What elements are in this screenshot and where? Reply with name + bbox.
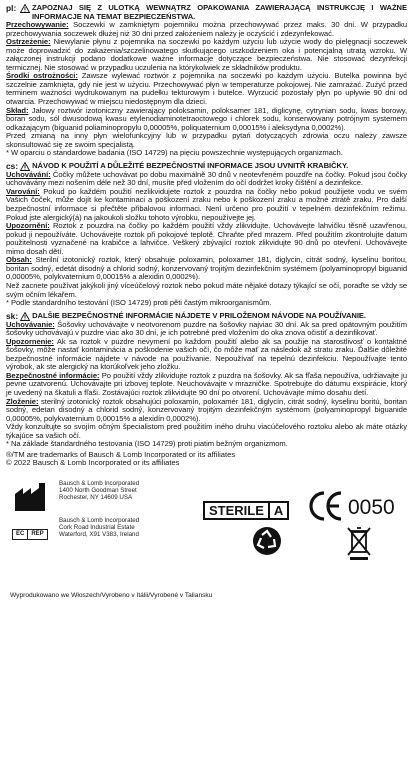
manufacturer-address bbox=[59, 480, 139, 502]
sterile-method: A bbox=[268, 503, 287, 518]
heading-caution-pl: Ostrzeżenie: bbox=[6, 37, 51, 47]
intro-sk: DALŠIE BEZPEČNOSTNÉ INFORMÁCIE NÁJDETE V PRILOŽENOM NÁVODE NA POUŽÍVANIE. bbox=[32, 310, 366, 320]
caution-text-pl: Niewylanie płynu z pojemnika na soczewki po każdym użyciu lub użycie wody do pielęgnacji soczewek może doprowadzić do zakażenia/szczelinowatego skutkującego uszkodzeniem oka i potencjalną utratą wzroku. W załączonej instrukcji podano dodatkowe ważne informacje dotyczące bezpieczeństwa. Nie stosować dezynfekcji termicznej. Nie stosować w przypadku uczulenia na którykolwiek ze składników produktu. bbox=[6, 37, 408, 72]
precautions-text-cs: Roztok z pouzdra na čočky po každém použití vždy zlikvidujte. Uchovávejte lahvičku těsně uzavřenou, pokud ji nepoužíváte. Uchovávejte roztok při pokojové teplotě. Chraňte před mrazem. Před použitím zkontrolujte datum použitelnosti vyznačené na krabičce a lahvičce. Veškerý zbývající roztok zlikvidujte 90 dnů po otevření. Uchovávejte mimo dosah dětí. bbox=[6, 221, 407, 256]
ec-rep-line-1: Bausch & Lomb Incorporated bbox=[59, 516, 140, 524]
notified-body-number: 0050 bbox=[348, 495, 395, 519]
footnote-sk: * Na základe štandardného testovania (ISO 14729) proti piatim bežným organizmom. bbox=[6, 439, 288, 449]
lang-code-pl: pl: bbox=[6, 3, 17, 13]
section-pl bbox=[6, 4, 407, 158]
storage-text-sk: Šošovky uchovávajte v neotvorenom puzdre na šošovky najviac 30 dní. Ak sa pred opätovným použitím šošovky uchovávajú v puzdre viac ako 30 dní, je ich potrebné pred vložením do oka znova očistiť a dezinfikovať. bbox=[6, 319, 407, 338]
heading-precautions-sk: Bezpečnostné informácie: bbox=[6, 370, 100, 380]
lang-code-cs: cs: bbox=[6, 160, 19, 171]
manufacturer-line-2: 1400 North Goodman Street bbox=[59, 487, 137, 495]
section-sk bbox=[6, 312, 407, 449]
copyright-notice: © 2022 Bausch & Lomb Incorporated or its affiliates bbox=[6, 458, 180, 468]
country-of-origin: Wyprodukowano we Włoszech/Vyrobeno v Itálii/Vyrobené v Taliansku bbox=[10, 591, 213, 599]
new-bottle-note-sk: Vždy konzultujte so svojím očným špecialistom pred použitím iného druhu viacúčelového roztoku alebo ak máte otázky týkajúce sa vašich očí. bbox=[6, 422, 407, 440]
ce-mark-icon bbox=[308, 490, 344, 522]
new-bottle-note-cs: Než zacnete používat jakýkoli jiný víceúčelový roztok nebo pokud máte nějaké dotazy týkající se očí, poraďte se vždy se svým očním lékařem. bbox=[6, 280, 407, 299]
manufacturer-factory-icon bbox=[14, 482, 48, 512]
lang-code-sk: sk: bbox=[6, 310, 19, 321]
heading-storage-cs: Uchovávání: bbox=[6, 169, 51, 179]
footnote-cs: * Podle standardního testování (ISO 14729) proti pěti častým mikroorganismům. bbox=[6, 298, 272, 308]
manufacturer-line-1: Bausch & Lomb Incorporated bbox=[59, 479, 140, 487]
regulatory-symbols bbox=[6, 476, 407, 611]
caution-text-cs: Pokud po každém použití nezlikvidujete roztok z pouzdra na čočky nebo pokud použijete vodu ve svém Vašich čoček, může dojít ke kontaminaci a poškození zraku nebo k poškození zraku a možné ztrátě zraku. Pro další bezpečnostní informace si přečtěte přibalovou informaci. Není určeno pro použití v tepelném dezinfekčním režimu. Pokud jste alergický(á) na jakoukoli složku tohoto výrobku, nepoužívejte jej. bbox=[6, 186, 407, 222]
heading-contains-cs: Obsah: bbox=[6, 255, 32, 265]
manufacturer-line-3: Rochester, NY 14609 USA bbox=[59, 494, 133, 502]
crossed-bin-icon bbox=[344, 526, 374, 560]
ec-rep-symbol bbox=[12, 529, 48, 540]
storage-text-cs: Čočky můžete uchovávat po dobu maximálně 30 dnů v neotevřeném pouzdře na čočky. Pokud jsou čočky uchovávány mezi nošením déle než 30 dní, musíte před vložením do očí dodržet kroky čištění a dezinfekce. bbox=[6, 169, 408, 188]
section-cs bbox=[6, 162, 407, 308]
intro-cs: NÁVOD K POUŽITÍ A DŮLEŽITÉ BEZPEČNOSTNÍ INFORMACE JSOU UVNITŘ KRABIČKY. bbox=[32, 160, 349, 170]
sterile-symbol bbox=[203, 501, 289, 520]
heading-caution-cs: Varování: bbox=[6, 186, 40, 196]
precautions-text-pl: Zawsze wylewać roztwór z pojemnika na soczewki po każdym użyciu. Butelka powinna być szczelnie zamknięta, gdy nie jest w użyciu. Przechowywać płyn w temperaturze pokojowej. Nie zamrażać. Zużyć przed terminem ważności wydrukowanym na pudełku tekturowym i butelce. Wyrzucić pozostały płyn po upływie 90 dni od otwarcia. Przechowywać w miejscu niedostępnym dla dzieci. bbox=[6, 71, 408, 107]
caution-text-sk: Ak sa roztok v puzdre nevymení po každom použití alebo ak sa použije na starostlivosť o kontaktné šošovky, môže nastať kontaminácia a poškodenie vašich očí, čo môže mať za následok až stratu zraku. Ďalšie dôležité bezpečnostné informácie nájdete v návode na používanie. Nepoužívať na tepelnú dezinfekciu. Nepoužívajte tento výrobok, ak ste alergický na ktorúkoľvek jeho zložku. bbox=[6, 336, 407, 372]
contains-text-cs: Sterilní izotonický roztok, který obsahuje poloxamin, poloxamer 181, diglycin, citrát sodný, kyselinu boritou, boritan sodný, edetát disodný a chlorid sodný, konzervovaný trojitým dezinfekčním systémem (polyaminopropyl biguanid 0,00005%, polykvaternium 0,00015% a alexidin 0,0002%). bbox=[6, 255, 407, 282]
ec-rep-line-3: Waterford, X91 V383, Ireland bbox=[59, 531, 139, 539]
new-bottle-note-pl: Przed zmianą na inny płyn wielofunkcyjny lub w przypadku pytań dotyczących zdrowia oczu należy zawsze skonsultować się ze swoim specjalistą. bbox=[6, 131, 407, 149]
contains-text-pl: Jałowy roztwór izotoniczny zawierający poloksamin, poloksamer 181, diglicynę, cytrynian sodu, kwas borowy, boran sodu, sól dwusodową kwasu etylenodiaminotetraoctowego i chlorek sodu, konserwowany potrójnym systemem odkażającym (biguanid poliaminopropylu 0,00005%, poliquaternium 0,00015% i aleksydyna 0,0002%). bbox=[6, 105, 408, 132]
recycle-icon bbox=[252, 526, 282, 556]
heading-caution-sk: Upozornenie: bbox=[6, 336, 54, 346]
ec-rep-address bbox=[59, 517, 139, 539]
intro-pl: ZAPOZNAJ SIĘ Z ULOTKĄ WEWNĄTRZ OPAKOWANIA ZAWIERAJĄCĄ INSTRUKCJĘ I WAŻNE INFORMACJE NA TEMAT BEZPIECZEŃSTWA. bbox=[32, 3, 407, 21]
footnote-pl: * W oparciu o standardowe badania (ISO 14729) na pięciu powszechnie występujących organizmach. bbox=[6, 148, 343, 158]
heading-contains-sk: Zloženie: bbox=[6, 396, 39, 406]
precautions-text-sk: Po použití vždy zlikvidujte roztok z puzdra na šošovky. Ak sa fľaša nepoužíva, udržiavajte ju pevne uzatvorenú. Uchovávajte pri izbovej teplote. Neuchovávajte v mrazničke. Spotrebujte do dátumu exspirácie, ktorý je uvedený na škatuli a fľaši. Zostávajúci roztok zlikvidujte 90 dní po otvorení. Uchovávajte mimo dosahu detí. bbox=[6, 370, 407, 397]
storage-text-pl: Soczewki w zamkniętym pojemniku można przechowywać przez maks. 30 dni. W przypadku przechowywania soczewek dłużej niż 30 dni przed założeniem należy je oczyścić i zdezynfekować. bbox=[6, 20, 407, 38]
heading-precautions-cs: Upozornění: bbox=[6, 221, 50, 231]
heading-storage-sk: Uchovávanie: bbox=[6, 319, 55, 329]
contains-text-sk: sterilný izotonický roztok obsahujúci poloxamín, poloxamér 181, diglycín, citrát sodný, kyselinu boritú, boritan sodný, edetan disodný a chlorid sodný, konzervovaný trojitým dezinfekčným systémom (polyaminopropyl biguanide 0,00005%, polykvaternium 0,00015% a alexidín 0,0002%). bbox=[6, 396, 407, 423]
rep-label: REP bbox=[27, 530, 46, 539]
trademark-notice: ®/TM are trademarks of Bausch & Lomb Incorporated or its affiliates bbox=[6, 449, 236, 459]
warning-triangle-icon bbox=[20, 4, 30, 13]
ec-label: EC bbox=[16, 530, 25, 537]
heading-storage-pl: Przechowywanie: bbox=[6, 20, 69, 30]
heading-contains-pl: Skład: bbox=[6, 105, 29, 115]
heading-precautions-pl: Środki ostrożności: bbox=[6, 71, 78, 81]
sterile-label: STERILE bbox=[209, 502, 264, 518]
ec-rep-line-2: Cork Road Industrial Estate bbox=[59, 524, 135, 532]
